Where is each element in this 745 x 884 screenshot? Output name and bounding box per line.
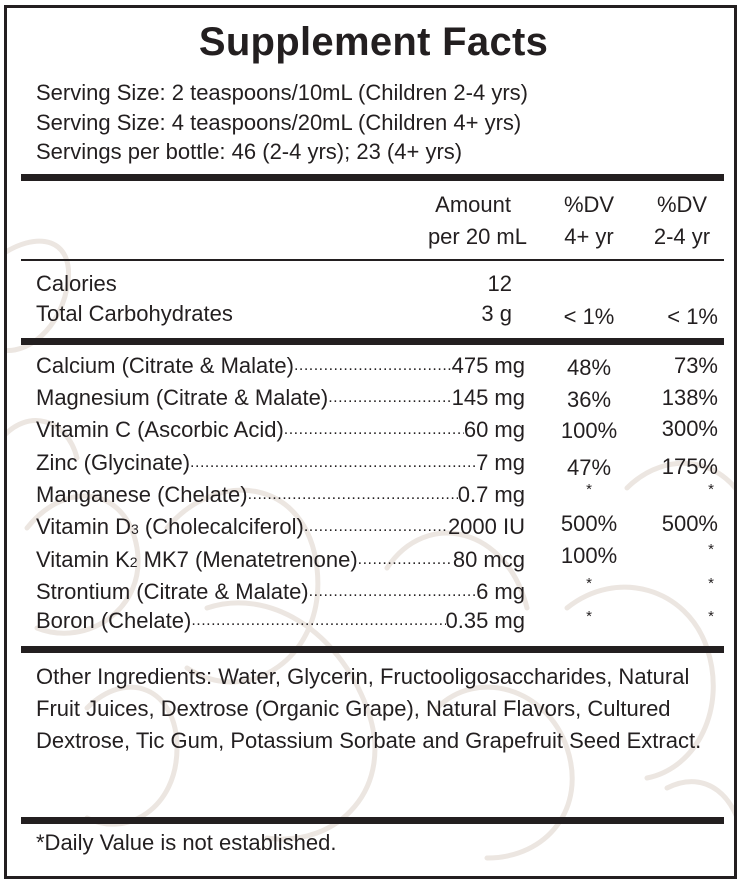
manganese-dv-2-4: *: [708, 481, 714, 498]
divider-thick: [21, 174, 724, 181]
carbohydrates-label: Total Carbohydrates: [36, 301, 233, 326]
leader-dots: [294, 353, 452, 379]
nutrient-name-subscript: 3: [130, 521, 139, 537]
nutrient-name: [36, 514, 304, 540]
divider-thin: [21, 259, 724, 261]
calories-label: Calories: [36, 271, 117, 296]
nutrient-row-vitamin-d3: [36, 514, 525, 540]
nutrient-row-calcium: [36, 353, 525, 379]
label-title: Supplement Facts: [198, 20, 549, 64]
header-amount-line1: Amount: [435, 192, 511, 217]
nutrient-row-vitamin-k2: [36, 547, 525, 573]
header-amount: [387, 189, 527, 253]
carbohydrates-amount: 3 g: [481, 301, 512, 326]
carbohydrates-dv-4-plus: < 1%: [563, 304, 615, 329]
nutrient-name: Vitamin C (Ascorbic Acid): [36, 417, 284, 442]
leader-dots: [328, 385, 451, 411]
calories-amount: 12: [487, 271, 512, 296]
daily-value-footnote: *Daily Value is not established.: [36, 830, 337, 855]
nutrient-name: Zinc (Glycinate): [36, 450, 191, 475]
strontium-dv-4-plus: *: [586, 575, 592, 592]
nutrient-name: Manganese (Chelate): [36, 482, 248, 507]
nutrient-row-manganese: [36, 482, 525, 508]
nutrient-name-suffix: (Cholecalciferol): [138, 514, 304, 539]
nutrient-name-suffix: MK7 (Menatetrenone): [137, 547, 358, 572]
leader-dots: [358, 547, 453, 573]
calcium-dv-2-4: 73%: [673, 353, 718, 378]
header-dv1-line2: 4+ yr: [564, 224, 614, 249]
nutrient-amount: 6 mg: [476, 579, 525, 604]
header-amount-line2: per 20 mL: [427, 224, 527, 249]
nutrient-name-prefix: Vitamin D: [36, 514, 131, 539]
leader-dots: [248, 482, 458, 508]
strontium-dv-2-4: *: [708, 575, 714, 592]
leader-dots: [191, 608, 445, 634]
leader-dots: [304, 514, 448, 540]
carbohydrates-dv-2-4: < 1%: [667, 304, 718, 329]
serving-size-children-4-plus: Serving Size: 4 teaspoons/20mL (Children 4+ yrs): [36, 110, 522, 135]
leader-dots: [190, 450, 476, 476]
magnesium-dv-2-4: 138%: [661, 385, 718, 410]
nutrient-amount: 7 mg: [476, 450, 525, 475]
nutrient-name-prefix: Vitamin K: [36, 547, 130, 572]
calcium-dv-4-plus: 48%: [566, 355, 612, 380]
supplement-facts-panel: [4, 5, 737, 879]
nutrient-amount: 80 mcg: [452, 547, 525, 572]
vitamin-d3-dv-2-4: 500%: [661, 511, 718, 536]
nutrient-name: Strontium (Citrate & Malate): [36, 579, 309, 604]
boron-dv-2-4: *: [708, 608, 714, 625]
nutrient-row-strontium: [36, 579, 525, 605]
header-dv2-line2: 2-4 yr: [653, 224, 711, 249]
nutrient-row-zinc: [36, 450, 525, 476]
header-dv-4-plus: [534, 189, 644, 253]
nutrient-name: Magnesium (Citrate & Malate): [36, 385, 329, 410]
magnesium-dv-4-plus: 36%: [566, 387, 612, 412]
divider-thick: [21, 338, 724, 345]
manganese-dv-4-plus: *: [586, 481, 592, 498]
divider-thick: [21, 646, 724, 653]
header-dv2-line1: %DV: [656, 192, 708, 217]
zinc-dv-2-4: 175%: [661, 454, 718, 479]
nutrient-name: [36, 547, 358, 573]
leader-dots: [284, 417, 464, 443]
servings-per-bottle: Servings per bottle: 46 (2-4 yrs); 23 (4+ yrs): [36, 139, 463, 164]
vitamin-k2-dv-2-4: *: [708, 541, 714, 558]
divider-thick: [21, 817, 724, 824]
nutrient-row-boron: [36, 608, 525, 634]
nutrient-name: Calcium (Citrate & Malate): [36, 353, 294, 378]
nutrient-row-vitamin-c: [36, 417, 525, 443]
serving-size-children-2-4: Serving Size: 2 teaspoons/10mL (Children 2-4 yrs): [36, 80, 528, 105]
nutrient-name: Boron (Chelate): [36, 608, 192, 633]
nutrient-amount: 2000 IU: [447, 514, 525, 539]
leader-dots: [309, 579, 476, 605]
nutrient-amount: 0.7 mg: [457, 482, 525, 507]
zinc-dv-4-plus: 47%: [566, 455, 612, 480]
nutrient-amount: 60 mg: [463, 417, 525, 442]
vitamin-c-dv-4-plus: 100%: [560, 418, 618, 443]
nutrient-amount: 145 mg: [451, 385, 525, 410]
nutrient-row-magnesium: [36, 385, 525, 411]
boron-dv-4-plus: *: [586, 608, 592, 625]
nutrient-amount: 0.35 mg: [445, 608, 525, 633]
other-ingredients: Other Ingredients: Water, Glycerin, Fructooligosaccharides, Natural Fruit Juices, Dextrose (Organic Grape), Natural Flavors, Cultured Dextrose, Tic Gum, Potassium Sorbate and Grapefruit Seed Extract.: [36, 664, 702, 753]
header-dv-2-4: [637, 189, 727, 253]
vitamin-d3-dv-4-plus: 500%: [560, 511, 618, 536]
header-dv1-line1: %DV: [563, 192, 615, 217]
vitamin-k2-dv-4-plus: 100%: [560, 543, 618, 568]
vitamin-c-dv-2-4: 300%: [661, 416, 718, 441]
nutrient-amount: 475 mg: [451, 353, 525, 378]
nutrient-name-subscript: 2: [129, 554, 138, 570]
